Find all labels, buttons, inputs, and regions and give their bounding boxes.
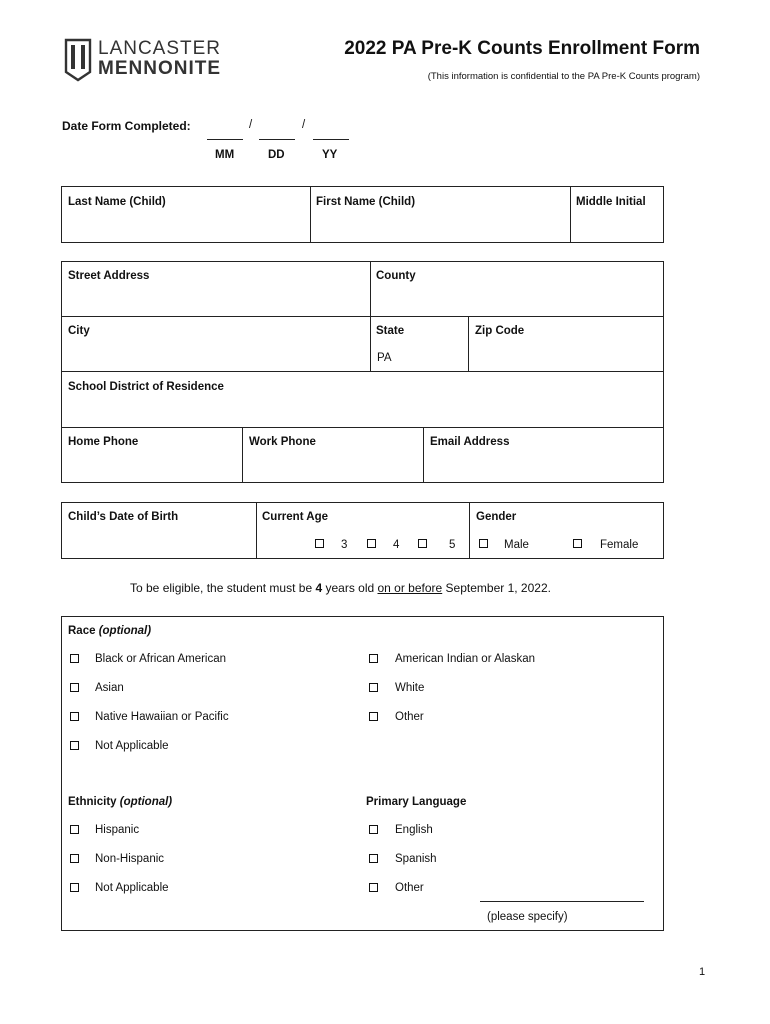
race-heading-text: Race — [68, 625, 99, 637]
page-number: 1 — [699, 966, 706, 978]
race-option: Native Hawaiian or Pacific — [95, 711, 229, 723]
zip-code-field[interactable]: Zip Code — [475, 325, 525, 337]
ethnicity-hispanic-checkbox[interactable] — [70, 825, 79, 834]
date-yy-label: YY — [322, 149, 338, 161]
race-white-checkbox[interactable] — [369, 683, 378, 692]
race-black-checkbox[interactable] — [70, 654, 79, 663]
race-american-indian-checkbox[interactable] — [369, 654, 378, 663]
logo — [64, 38, 224, 82]
ethnicity-not-applicable-checkbox[interactable] — [70, 883, 79, 892]
eligibility-age: 4 — [315, 581, 323, 595]
age-4-label: 4 — [393, 539, 400, 551]
ethnicity-heading — [68, 796, 172, 808]
date-form-label: Date Form Completed: — [62, 119, 191, 133]
language-specify-field[interactable] — [480, 901, 644, 902]
date-yy-field[interactable] — [313, 139, 349, 140]
gender-male-label: Male — [504, 539, 529, 551]
logo-line1: LANCASTER — [98, 38, 222, 59]
state-value: PA — [377, 352, 392, 364]
race-option: Black or African American — [95, 653, 227, 665]
email-address-field[interactable]: Email Address — [430, 436, 510, 448]
child-name-section — [61, 186, 664, 243]
language-option: Other — [395, 882, 424, 894]
language-option: Spanish — [395, 853, 437, 865]
gender-label: Gender — [476, 511, 517, 523]
eligibility-after: September 1, 2022. — [442, 581, 551, 595]
current-age-label: Current Age — [262, 511, 329, 523]
language-english-checkbox[interactable] — [369, 825, 378, 834]
lancaster-mennonite-logo-icon — [64, 38, 92, 82]
middle-initial-field[interactable]: Middle Initial — [576, 196, 646, 208]
gender-female-label: Female — [600, 539, 639, 551]
ethnicity-non-hispanic-checkbox[interactable] — [70, 854, 79, 863]
race-other-checkbox[interactable] — [369, 712, 378, 721]
gender-female-checkbox[interactable] — [573, 539, 582, 548]
work-phone-field[interactable]: Work Phone — [249, 436, 316, 448]
date-mm-field[interactable] — [207, 139, 243, 140]
city-field[interactable]: City — [68, 325, 90, 337]
eligibility-middle: years old — [322, 581, 378, 595]
state-field[interactable]: State — [376, 325, 405, 337]
date-dd-label: DD — [268, 149, 285, 161]
ethnicity-option: Non-Hispanic — [95, 853, 165, 865]
gender-male-checkbox[interactable] — [479, 539, 488, 548]
age-5-checkbox[interactable] — [418, 539, 427, 548]
home-phone-field[interactable]: Home Phone — [68, 436, 139, 448]
race-asian-checkbox[interactable] — [70, 683, 79, 692]
language-other-checkbox[interactable] — [369, 883, 378, 892]
age-4-checkbox[interactable] — [367, 539, 376, 548]
race-heading — [68, 625, 151, 637]
date-of-birth-field[interactable]: Child’s Date of Birth — [68, 511, 179, 523]
county-field[interactable]: County — [376, 270, 416, 282]
date-dd-field[interactable] — [259, 139, 295, 140]
address-section — [61, 261, 664, 483]
date-sep-1: / — [249, 119, 253, 131]
race-option: Not Applicable — [95, 740, 169, 752]
eligibility-before: To be eligible, the student must be — [130, 581, 316, 595]
race-option: Asian — [95, 682, 124, 694]
race-optional: (optional) — [98, 625, 152, 637]
age-3-label: 3 — [341, 539, 348, 551]
language-heading: Primary Language — [366, 796, 467, 808]
last-name-field[interactable]: Last Name (Child) — [68, 196, 166, 208]
eligibility-underlined: on or before — [377, 581, 443, 595]
age-5-label: 5 — [449, 539, 456, 551]
first-name-field[interactable]: First Name (Child) — [316, 196, 416, 208]
page-title: 2022 PA Pre-K Counts Enrollment Form — [344, 38, 700, 59]
race-option: American Indian or Alaskan — [395, 653, 535, 665]
date-mm-label: MM — [215, 149, 235, 161]
age-3-checkbox[interactable] — [315, 539, 324, 548]
race-native-hawaiian-checkbox[interactable] — [70, 712, 79, 721]
race-not-applicable-checkbox[interactable] — [70, 741, 79, 750]
page-subtitle: (This information is confidential to the PA Pre-K Counts program) — [427, 71, 700, 82]
race-option: White — [395, 682, 425, 694]
ethnicity-optional: (optional) — [119, 796, 173, 808]
ethnicity-heading-text: Ethnicity — [68, 796, 120, 808]
language-specify-label: (please specify) — [487, 911, 568, 923]
eligibility-note — [130, 581, 551, 595]
language-option: English — [395, 824, 433, 836]
ethnicity-option: Hispanic — [95, 824, 140, 836]
ethnicity-option: Not Applicable — [95, 882, 169, 894]
street-address-field[interactable]: Street Address — [68, 270, 150, 282]
race-option: Other — [395, 711, 424, 723]
school-district-field[interactable]: School District of Residence — [68, 381, 224, 393]
logo-line2: MENNONITE — [98, 58, 221, 79]
language-spanish-checkbox[interactable] — [369, 854, 378, 863]
date-sep-2: / — [302, 119, 306, 131]
